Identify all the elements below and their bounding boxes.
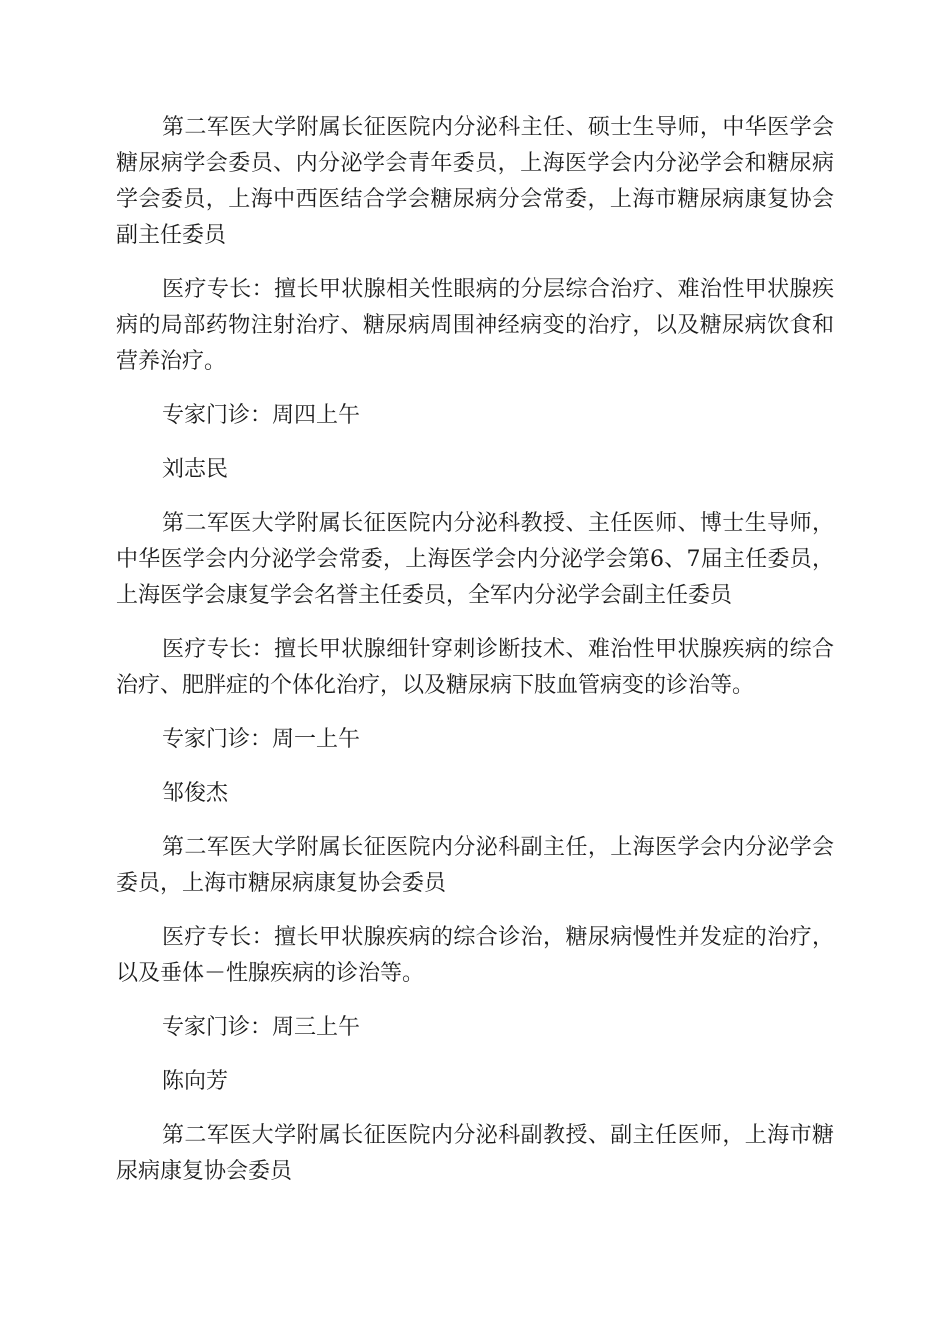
doctor-name-heading: 刘志民 — [162, 457, 229, 482]
doctor-bio-paragraph: 第二军医大学附属长征医院内分泌科主任、硕士生导师，中华医学会糖尿病学会委员、内分泌学会青年委员，上海医学会内分泌学会和糖尿病学会委员，上海中西医结合学会糖尿病分会常委，上海市糖尿病康复协会副主任委员 — [116, 115, 834, 248]
clinic-schedule-paragraph: 专家门诊：周三上午 — [162, 1015, 361, 1040]
doctor-name-heading: 陈向芳 — [162, 1069, 229, 1094]
doctor-bio-paragraph: 第二军医大学附属长征医院内分泌科教授、主任医师、博士生导师，中华医学会内分泌学会常委，上海医学会内分泌学会第6、7届主任委员，上海医学会康复学会名誉主任委员，全军内分泌学会副主任委员 — [116, 511, 834, 608]
doctor-bio-paragraph: 第二军医大学附属长征医院内分泌科副主任，上海医学会内分泌学会委员，上海市糖尿病康复协会委员 — [116, 835, 834, 896]
medical-specialty-paragraph: 医疗专长：擅长甲状腺相关性眼病的分层综合治疗、难治性甲状腺疾病的局部药物注射治疗、糖尿病周围神经病变的治疗，以及糖尿病饮食和营养治疗。 — [116, 277, 834, 374]
doctor-bio-paragraph: 第二军医大学附属长征医院内分泌科副教授、副主任医师，上海市糖尿病康复协会委员 — [116, 1123, 834, 1184]
medical-specialty-paragraph: 医疗专长：擅长甲状腺细针穿刺诊断技术、难治性甲状腺疾病的综合治疗、肥胖症的个体化治疗，以及糖尿病下肢血管病变的诊治等。 — [116, 637, 834, 698]
medical-specialty-paragraph: 医疗专长：擅长甲状腺疾病的综合诊治，糖尿病慢性并发症的治疗，以及垂体－性腺疾病的诊治等。 — [116, 925, 834, 986]
document-body — [116, 110, 834, 1208]
doctor-name-heading: 邹俊杰 — [162, 781, 229, 806]
clinic-schedule-paragraph: 专家门诊：周四上午 — [162, 403, 361, 428]
clinic-schedule-paragraph: 专家门诊：周一上午 — [162, 727, 361, 752]
